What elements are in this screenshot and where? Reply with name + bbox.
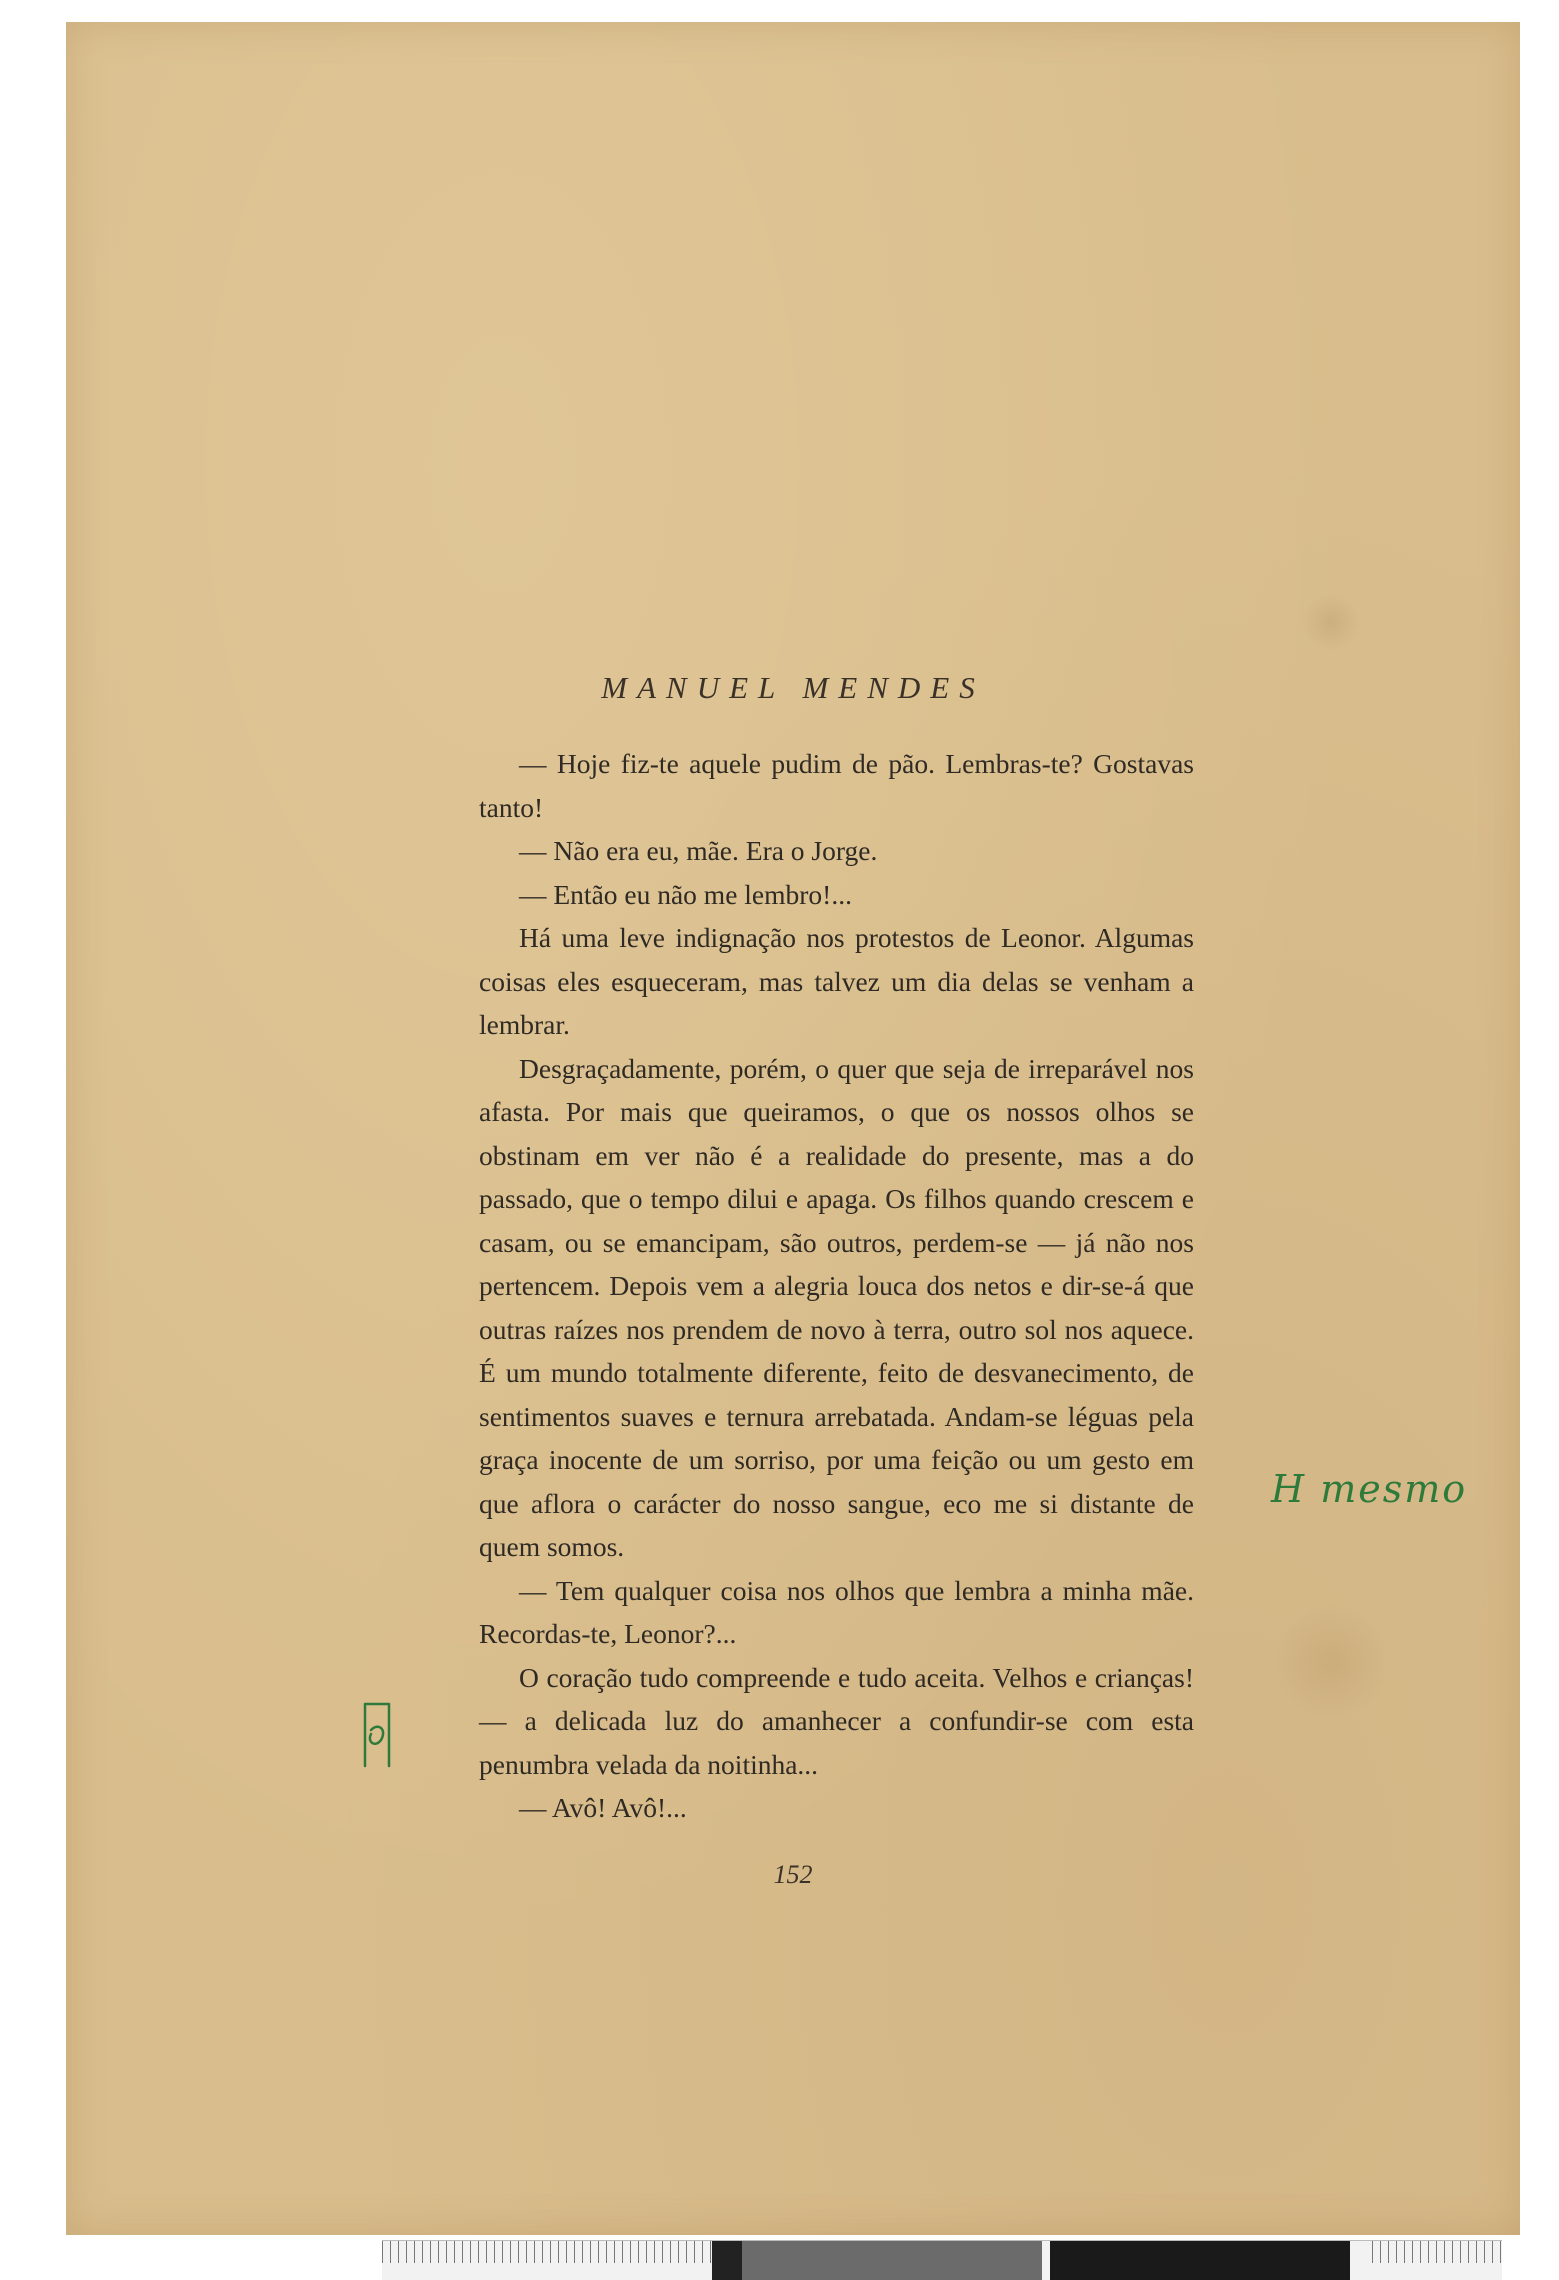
paragraph: — Não era eu, mãe. Era o Jorge.: [519, 835, 878, 866]
body-text: [479, 742, 1194, 1830]
scale-patch: [712, 2241, 742, 2280]
running-head: MANUEL MENDES: [601, 670, 985, 705]
proofreader-mark-icon: [359, 1700, 395, 1770]
paragraph: — Hoje fiz-te aquele pudim de pão. Lembras-te? Gostavas tanto!: [479, 748, 1194, 823]
page-number: 152: [773, 1860, 813, 1889]
paragraph: — Tem qualquer coisa nos olhos que lembra a minha mãe. Recordas-te, Leonor?...: [479, 1574, 1194, 1649]
paragraph: — Então eu não me lembro!...: [519, 878, 852, 910]
paragraph: — Avô! Avô!...: [519, 1792, 687, 1823]
handwritten-margin-note: H mesmo: [1271, 1467, 1468, 1511]
paper-stain: [1276, 1602, 1386, 1722]
ruler-ticks: [1372, 2241, 1502, 2263]
book-page: [66, 22, 1520, 2235]
ruler-ticks: [382, 2241, 712, 2263]
paper-stain: [1301, 592, 1361, 652]
scale-patch: [1050, 2241, 1350, 2280]
color-calibration-scale: [382, 2240, 1502, 2280]
paragraph: Há uma leve indignação nos protestos de Leonor. Algumas coisas eles esqueceram, mas talvez um dia delas se venham a lembrar.: [479, 922, 1194, 1040]
paragraph: Desgraçadamente, porém, o quer que seja de irreparável nos afasta. Por mais que queiramos, o que os nossos olhos se obstinam em ver não é a realidade do presente, mas a do passado, que o tempo dilui e apaga. Os filhos quando crescem e casam, ou se emancipam, são outros, perdem-se — já não nos pertencem. Depois vem a alegria louca dos netos e dir-se-á que outras raízes nos prendem de novo à terra, outro sol nos aquece. É um mundo totalmente diferente, feito de desvanecimento, de sentimentos suaves e ternura arrebatada. Andam-se léguas pela graça inocente de um sorriso, por uma feição ou um gesto em que aflora o carácter do nosso sangue, eco me si distante de quem somos.: [479, 1052, 1194, 1562]
paragraph: O coração tudo compreende e tudo aceita. Velhos e crianças! — a delicada luz do amanhecer a confundir-se com esta penumbra velada da noitinha...: [479, 1661, 1194, 1780]
scale-patch: [742, 2241, 1042, 2280]
